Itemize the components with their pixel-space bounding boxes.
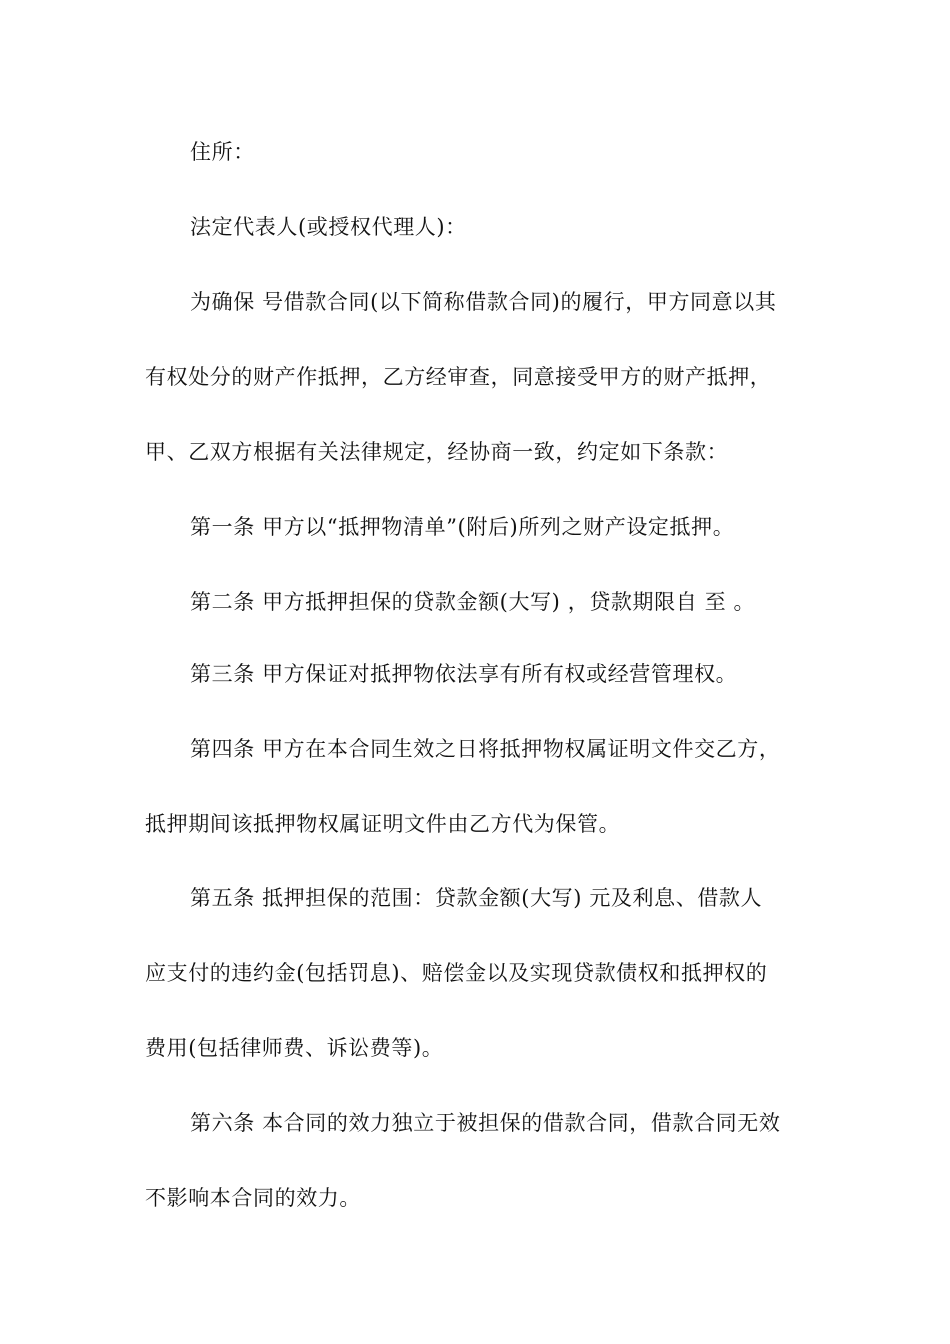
preamble-line-1: 为确保 号借款合同(以下简称借款合同)的履行，甲方同意以其 (190, 290, 777, 314)
article-3: 第三条 甲方保证对抵押物依法享有所有权或经营管理权。 (190, 662, 738, 686)
article-4-line-1: 第四条 甲方在本合同生效之日将抵押物权属证明文件交乙方， (190, 737, 781, 761)
address-label: 住所： (190, 140, 255, 164)
preamble-line-2: 有权处分的财产作抵押，乙方经审查，同意接受甲方的财产抵押， (145, 365, 772, 389)
article-6-line-1: 第六条 本合同的效力独立于被担保的借款合同，借款合同无效 (190, 1111, 781, 1135)
article-5-line-3: 费用(包括律师费、诉讼费等)。 (145, 1036, 444, 1060)
article-1: 第一条 甲方以“抵押物清单”(附后)所列之财产设定抵押。 (190, 515, 735, 539)
article-2: 第二条 甲方抵押担保的贷款金额(大写) ，贷款期限自 至 。 (190, 590, 756, 614)
article-5-line-1: 第五条 抵押担保的范围：贷款金额(大写) 元及利息、借款人 (190, 886, 763, 910)
legal-representative-label: 法定代表人(或授权代理人)： (190, 215, 467, 239)
article-6-line-2: 不影响本合同的效力。 (145, 1186, 361, 1210)
article-4-line-2: 抵押期间该抵押物权属证明文件由乙方代为保管。 (145, 812, 621, 836)
preamble-line-3: 甲、乙双方根据有关法律规定，经协商一致，约定如下条款： (145, 440, 729, 464)
article-5-line-2: 应支付的违约金(包括罚息)、赔偿金以及实现贷款债权和抵押权的 (145, 961, 768, 985)
